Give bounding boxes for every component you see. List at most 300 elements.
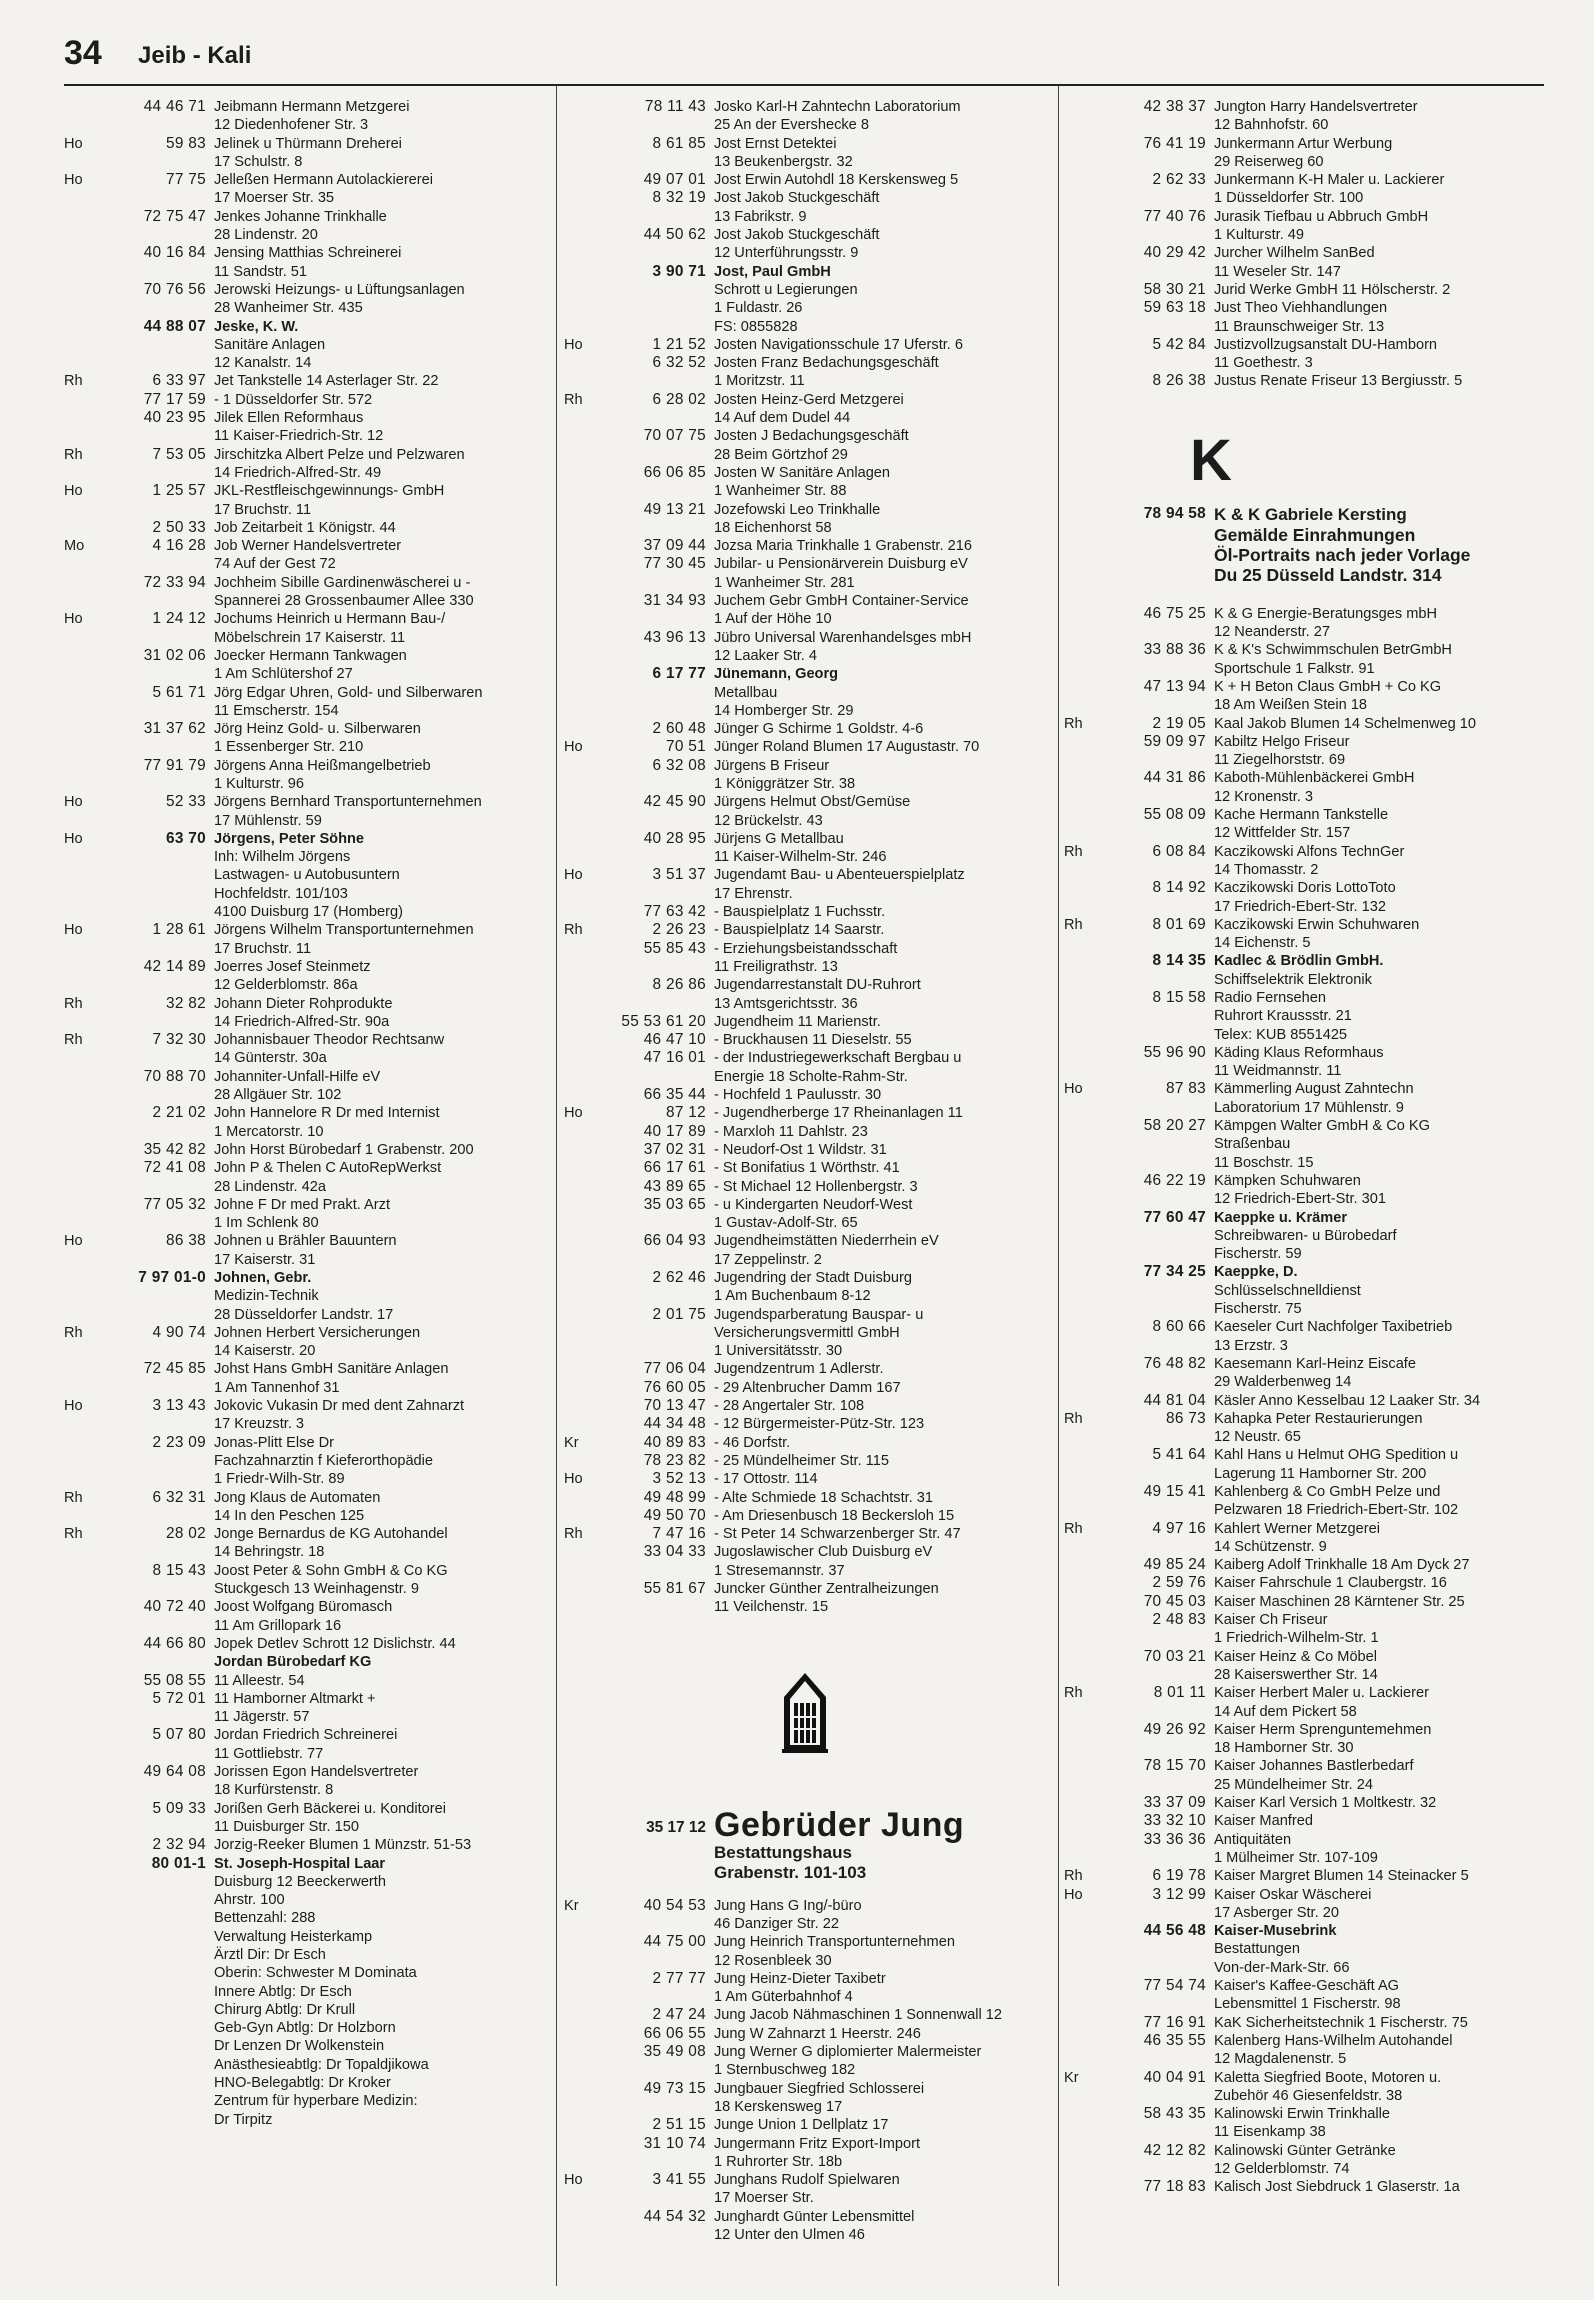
entry-line: 14 In den Peschen 125 xyxy=(214,1507,365,1524)
entry-text xyxy=(1214,1392,1564,1410)
entry-line: 1 Friedrich-Wilhelm-Str. 1 xyxy=(1214,1630,1379,1647)
directory-entry xyxy=(1064,2032,1564,2069)
entry-line: - Marxloh 11 Dahlstr. 23 xyxy=(714,1123,868,1140)
phone-number: 77 54 74 xyxy=(1143,1977,1206,1995)
phone-number: 55 08 09 xyxy=(1143,806,1206,824)
phone-number: 1 24 12 xyxy=(152,610,206,628)
district-code xyxy=(564,1379,602,1397)
entry-line: Jugendzentrum 1 Adlerstr. xyxy=(714,1361,884,1378)
district-code: Ho xyxy=(564,739,583,756)
entry-text xyxy=(1214,2014,1564,2032)
entry-line: Versicherungsvermittl GmbH xyxy=(714,1324,900,1341)
phone-number: 49 07 01 xyxy=(643,171,706,189)
entry-line: Kaiser Margret Blumen 14 Steinacker 5 xyxy=(1214,1868,1469,1885)
district-code xyxy=(64,1672,102,1690)
entry-text xyxy=(714,1123,1064,1141)
entry-text xyxy=(714,464,1064,501)
entry-text xyxy=(214,720,554,757)
entry-text xyxy=(1214,715,1564,733)
phone-number: 33 36 36 xyxy=(1143,1830,1206,1848)
phone-number: 43 89 65 xyxy=(643,1177,706,1195)
entry-line: Jörgens Anna Heißmangelbetrieb xyxy=(214,757,431,774)
district-code xyxy=(64,1068,102,1105)
district-code xyxy=(564,263,602,336)
phone-number: 70 88 70 xyxy=(143,1067,206,1085)
phone-number: 77 18 83 xyxy=(1143,2178,1206,2196)
directory-entry xyxy=(1064,1648,1564,1685)
district-code xyxy=(564,354,602,391)
entry-text xyxy=(214,1525,554,1562)
phone-number: 31 10 74 xyxy=(643,2134,706,2152)
district-code: Rh xyxy=(64,995,83,1012)
phone-number: 35 17 12 xyxy=(646,1818,706,1836)
directory-entry xyxy=(564,1104,1064,1122)
entry-line: 18 Hamborner Str. 30 xyxy=(1214,1740,1354,1757)
entry-text xyxy=(714,1379,1064,1397)
directory-entry xyxy=(1064,2014,1564,2032)
directory-entry xyxy=(564,1489,1064,1507)
entry-line: 14 Homberger Str. 29 xyxy=(714,702,854,719)
phone-number: 66 06 55 xyxy=(643,2024,706,2042)
directory-entry xyxy=(1064,505,1564,585)
district-code xyxy=(64,98,102,135)
directory-entry xyxy=(1064,1574,1564,1592)
entry-line: 17 Friedrich-Ebert-Str. 132 xyxy=(1214,898,1386,915)
phone-number: 66 17 61 xyxy=(643,1159,706,1177)
entry-line: Jong Klaus de Automaten xyxy=(214,1489,381,1506)
phone-number: 3 52 13 xyxy=(652,1470,706,1488)
entry-text xyxy=(714,427,1064,464)
district-code xyxy=(1064,2105,1102,2142)
phone-number: 77 75 xyxy=(165,171,206,189)
phone-number: 5 07 80 xyxy=(152,1726,206,1744)
district-code: Rh xyxy=(564,391,583,408)
district-code xyxy=(64,1653,102,1671)
entry-line: 12 Neustr. 65 xyxy=(1214,1429,1301,1446)
entry-line: Jübro Universal Warenhandelsges mbH xyxy=(714,629,972,646)
district-code xyxy=(564,629,602,666)
entry-line: 1 Kulturstr. 96 xyxy=(214,775,305,792)
phone-number: 3 51 37 xyxy=(652,866,706,884)
entry-line: FS: 0855828 xyxy=(714,318,798,335)
entry-text xyxy=(714,1397,1064,1415)
directory-entry xyxy=(564,866,1064,903)
entry-text xyxy=(214,1598,554,1635)
phone-number: 46 35 55 xyxy=(1143,2031,1206,2049)
entry-line: Duisburg 12 Beeckerwerth xyxy=(214,1873,386,1890)
phone-number: 6 28 02 xyxy=(652,390,706,408)
directory-entry xyxy=(1064,171,1564,208)
directory-entry xyxy=(564,1123,1064,1141)
entry-line: Jörgens Wilhelm Transportunternehmen xyxy=(214,922,474,939)
entry-line: Sanitäre Anlagen xyxy=(214,336,326,353)
entry-text xyxy=(714,2171,1064,2208)
directory-entry xyxy=(564,1031,1064,1049)
directory-entry xyxy=(1064,299,1564,336)
entry-line: 1 Fuldastr. 26 xyxy=(714,300,803,317)
district-code xyxy=(564,2025,602,2043)
entry-line: 12 Gelderblomstr. 74 xyxy=(1214,2160,1350,2177)
directory-entry xyxy=(564,555,1064,592)
district-code xyxy=(564,135,602,172)
district-code: Kr xyxy=(564,1434,579,1451)
entry-line: Kaiser Fahrschule 1 Claubergstr. 16 xyxy=(1214,1575,1447,1592)
entry-line: Medizin-Technik xyxy=(214,1288,319,1305)
entry-line: Jordan Bürobedarf KG xyxy=(214,1654,372,1671)
entry-text xyxy=(714,2080,1064,2117)
district-code xyxy=(564,1141,602,1159)
district-code: Rh xyxy=(64,446,83,463)
phone-number: 31 37 62 xyxy=(143,720,206,738)
phone-number: 8 14 92 xyxy=(1152,879,1206,897)
directory-entry xyxy=(564,1178,1064,1196)
phone-number: 72 75 47 xyxy=(143,207,206,225)
entry-text xyxy=(214,793,554,830)
entry-text xyxy=(214,757,554,794)
directory-entry xyxy=(564,1507,1064,1525)
entry-text xyxy=(1214,208,1564,245)
entry-line: - St Peter 14 Schwarzenberger Str. 47 xyxy=(714,1526,961,1543)
page-header xyxy=(64,34,1544,86)
entry-line: 17 Moerser Str. 35 xyxy=(214,190,335,207)
entry-line: - 12 Bürgermeister-Pütz-Str. 123 xyxy=(714,1416,925,1433)
directory-entry xyxy=(64,1635,554,1653)
entry-text xyxy=(1214,1263,1564,1318)
entry-text xyxy=(214,574,554,611)
entry-line: 11 Jägerstr. 57 xyxy=(214,1709,310,1726)
directory-entry xyxy=(1064,1355,1564,1392)
entry-text xyxy=(214,1031,554,1068)
entry-line: Jünemann, Georg xyxy=(714,666,839,683)
page-range: Jeib - Kali xyxy=(138,42,252,69)
directory-entry xyxy=(1064,336,1564,373)
phone-number: 8 01 69 xyxy=(1152,915,1206,933)
directory-entry xyxy=(64,684,554,721)
directory-entry xyxy=(564,2006,1064,2024)
phone-number: 77 34 25 xyxy=(1143,1263,1206,1281)
phone-number: 6 33 97 xyxy=(152,372,206,390)
district-code xyxy=(64,720,102,757)
entry-line: Jenkes Johanne Trinkhalle xyxy=(214,208,387,225)
phone-number: 70 07 75 xyxy=(643,427,706,445)
entry-line: 14 Eichenstr. 5 xyxy=(1214,935,1311,952)
entry-text xyxy=(1214,98,1564,135)
entry-line: Jochums Heinrich u Hermann Bau-/ xyxy=(214,611,446,628)
entry-line: 13 Amtsgerichtsstr. 36 xyxy=(714,995,858,1012)
directory-entry xyxy=(564,629,1064,666)
entry-line: Dr Tirpitz xyxy=(214,2111,273,2128)
phone-number: 2 23 09 xyxy=(152,1433,206,1451)
directory-entry xyxy=(1064,1812,1564,1830)
entry-line: 11 Boschstr. 15 xyxy=(1214,1154,1314,1171)
entry-line: Jorzig-Reeker Blumen 1 Münzstr. 51-53 xyxy=(214,1837,472,1854)
directory-entry xyxy=(64,757,554,794)
directory-entry xyxy=(1064,2069,1564,2106)
phone-number: 33 37 09 xyxy=(1143,1794,1206,1812)
entry-text xyxy=(214,1562,554,1599)
entry-line: 12 Diedenhofener Str. 3 xyxy=(214,117,369,134)
district-code xyxy=(64,1141,102,1159)
district-code xyxy=(564,427,602,464)
entry-line: - 17 Ottostr. 114 xyxy=(714,1471,818,1488)
phone-number: 2 50 33 xyxy=(152,518,206,536)
entry-text xyxy=(1214,1080,1564,1117)
directory-entry xyxy=(1064,641,1564,678)
district-code xyxy=(1064,1318,1102,1355)
entry-line: Oberin: Schwester M Dominata xyxy=(214,1965,417,1982)
entry-line: Junkermann Artur Werbung xyxy=(1214,135,1393,152)
entry-line: Schiffselektrik Elektronik xyxy=(1214,971,1372,988)
directory-entry xyxy=(564,336,1064,354)
entry-text xyxy=(714,1178,1064,1196)
directory-entry xyxy=(564,976,1064,1013)
entry-text xyxy=(1214,1867,1564,1885)
district-code xyxy=(1064,1812,1102,1830)
entry-text xyxy=(1214,1648,1564,1685)
entry-line: Jugendarrestanstalt DU-Ruhrort xyxy=(714,977,921,994)
directory-entry xyxy=(564,189,1064,226)
entry-line: John P & Thelen C AutoRepWerkst xyxy=(214,1160,442,1177)
phone-number: 86 73 xyxy=(1165,1409,1206,1427)
entry-line: Jokovic Vukasin Dr med dent Zahnarzt xyxy=(214,1398,465,1415)
entry-text xyxy=(714,1543,1064,1580)
phone-number: 66 06 85 xyxy=(643,463,706,481)
entry-line: - 28 Angertaler Str. 108 xyxy=(714,1398,865,1415)
phone-number: 44 34 48 xyxy=(643,1415,706,1433)
directory-entry xyxy=(64,1489,554,1526)
entry-line: Kaeseler Curt Nachfolger Taxibetrieb xyxy=(1214,1319,1453,1336)
entry-line: 17 Kreuzstr. 3 xyxy=(214,1416,305,1433)
entry-text xyxy=(714,757,1064,794)
directory-entry xyxy=(564,793,1064,830)
entry-text xyxy=(214,318,554,373)
district-code xyxy=(1064,2142,1102,2179)
district-code xyxy=(64,1598,102,1635)
directory-entry xyxy=(64,574,554,611)
directory-entry xyxy=(564,2208,1064,2245)
directory-entry xyxy=(564,1196,1064,1233)
directory-entry xyxy=(564,1379,1064,1397)
entry-text xyxy=(1214,1355,1564,1392)
entry-line: 11 Braunschweiger Str. 13 xyxy=(1214,318,1385,335)
phone-number: 44 81 04 xyxy=(1143,1391,1206,1409)
directory-entry xyxy=(64,720,554,757)
entry-line: 1 Universitätsstr. 30 xyxy=(714,1343,843,1360)
entry-line: Juchem Gebr GmbH Container-Service xyxy=(714,593,969,610)
directory-entry xyxy=(564,1397,1064,1415)
directory-entry xyxy=(1064,1556,1564,1574)
entry-text xyxy=(214,391,554,409)
entry-line: Josko Karl-H Zahntechn Laboratorium xyxy=(714,99,961,115)
entry-text xyxy=(714,1452,1064,1470)
entry-text xyxy=(714,2135,1064,2172)
directory-entry xyxy=(564,391,1064,428)
entry-text xyxy=(714,1970,1064,2007)
district-code xyxy=(564,2135,602,2172)
phone-number: 49 50 70 xyxy=(643,1506,706,1524)
entry-line: St. Joseph-Hospital Laar xyxy=(214,1855,386,1872)
district-code: Ho xyxy=(64,135,83,152)
district-code xyxy=(1064,505,1102,585)
phone-number: 40 17 89 xyxy=(643,1122,706,1140)
directory-entry xyxy=(1064,1520,1564,1557)
directory-entry xyxy=(64,1159,554,1196)
directory-entry xyxy=(1064,806,1564,843)
phone-number: 59 63 18 xyxy=(1143,299,1206,317)
district-code xyxy=(1064,1721,1102,1758)
district-code: Ho xyxy=(64,830,83,847)
phone-number: 6 32 31 xyxy=(152,1488,206,1506)
entry-line: 13 Fabrikstr. 9 xyxy=(714,208,807,225)
entry-text xyxy=(214,1836,554,1854)
phone-number: 1 25 57 xyxy=(152,482,206,500)
entry-line: 12 Kronenstr. 3 xyxy=(1214,788,1313,805)
entry-line: 1 Mülheimer Str. 107-109 xyxy=(1214,1849,1378,1866)
entry-line: - 1 Düsseldorfer Str. 572 xyxy=(214,391,373,408)
entry-line: Jost Jakob Stuckgeschäft xyxy=(714,190,880,207)
entry-line: K + H Beton Claus GmbH + Co KG xyxy=(1214,678,1442,695)
directory-entry xyxy=(64,1525,554,1562)
entry-line: Anästhesieabtlg: Dr Topaldjikowa xyxy=(214,2056,429,2073)
entry-text xyxy=(714,1086,1064,1104)
entry-text xyxy=(214,1653,554,1671)
entry-text xyxy=(1214,733,1564,770)
phone-number: 2 32 94 xyxy=(152,1836,206,1854)
entry-line: Just Theo Viehhandlungen xyxy=(1214,300,1388,317)
district-code xyxy=(1064,952,1102,989)
phone-number: 1 21 52 xyxy=(652,335,706,353)
directory-entry xyxy=(564,1306,1064,1361)
entry-text xyxy=(1214,1831,1564,1868)
entry-line: Kalinowski Erwin Trinkhalle xyxy=(1214,2106,1391,2123)
phone-number: 8 15 58 xyxy=(1152,988,1206,1006)
directory-entry xyxy=(564,1159,1064,1177)
entry-text xyxy=(214,830,554,921)
phone-number: 7 47 16 xyxy=(652,1525,706,1543)
district-code xyxy=(64,318,102,373)
district-code xyxy=(64,391,102,409)
entry-line: - u Kindergarten Neudorf-West xyxy=(714,1196,913,1213)
directory-entry xyxy=(1064,678,1564,715)
directory-entry xyxy=(1064,2142,1564,2179)
district-code xyxy=(1064,879,1102,916)
entry-line: Job Werner Handelsvertreter xyxy=(214,538,402,555)
entry-line: 4100 Duisburg 17 (Homberg) xyxy=(214,904,404,921)
entry-text xyxy=(714,1049,1064,1086)
district-code: Ho xyxy=(564,336,583,353)
district-code: Ho xyxy=(64,611,83,628)
district-code: Kr xyxy=(1064,2069,1079,2086)
entry-text xyxy=(714,1031,1064,1049)
entry-line: - Am Driesenbusch 18 Beckersloh 15 xyxy=(714,1507,955,1524)
spacer xyxy=(1064,587,1564,605)
district-code xyxy=(1064,281,1102,299)
entry-line: Kahapka Peter Restaurierungen xyxy=(1214,1410,1423,1427)
entry-line: K & K's Schwimmschulen BetrGmbH xyxy=(1214,642,1452,659)
entry-line: Junkermann K-H Maler u. Lackierer xyxy=(1214,172,1445,189)
entry-line: 11 Duisburger Str. 150 xyxy=(214,1818,359,1835)
phone-number: 44 88 07 xyxy=(143,317,206,335)
directory-entry xyxy=(564,1049,1064,1086)
district-code xyxy=(1064,1117,1102,1172)
entry-line: Bettenzahl: 288 xyxy=(214,1910,316,1927)
entry-line: Jungton Harry Handelsvertreter xyxy=(1214,99,1418,115)
entry-text xyxy=(214,1269,554,1324)
phone-number: 80 01-1 xyxy=(151,1854,206,1872)
district-code xyxy=(564,757,602,794)
district-code xyxy=(564,1269,602,1306)
entry-line: Jung Werner G diplomierter Malermeister xyxy=(714,2044,982,2061)
phone-number: 77 63 42 xyxy=(643,903,706,921)
entry-line: Jirschitzka Albert Pelze und Pelzwaren xyxy=(214,446,465,463)
district-code: Rh xyxy=(1064,1685,1083,1702)
entry-line: - Hochfeld 1 Paulusstr. 30 xyxy=(714,1087,882,1104)
directory-entry xyxy=(1064,1044,1564,1081)
entry-line: Pelzwaren 18 Friedrich-Ebert-Str. 102 xyxy=(1214,1502,1459,1519)
entry-line: 29 Walderbenweg 14 xyxy=(1214,1374,1352,1391)
directory-entry xyxy=(1064,916,1564,953)
entry-line: 12 Friedrich-Ebert-Str. 301 xyxy=(1214,1191,1386,1208)
district-code xyxy=(1064,678,1102,715)
district-code xyxy=(64,1104,102,1141)
phone-number: 2 62 33 xyxy=(1152,171,1206,189)
directory-entry xyxy=(1064,1757,1564,1794)
entry-line: 17 Ehrenstr. xyxy=(714,885,793,902)
district-code xyxy=(564,1049,602,1086)
entry-text xyxy=(714,1897,1064,1934)
entry-text xyxy=(214,1672,554,1690)
entry-line: Jürgens B Friseur xyxy=(714,757,830,774)
phone-number: 49 85 24 xyxy=(1143,1556,1206,1574)
district-code xyxy=(64,409,102,446)
entry-text xyxy=(714,665,1064,720)
phone-number: 4 16 28 xyxy=(152,537,206,555)
entry-text xyxy=(214,1141,554,1159)
district-code: Rh xyxy=(64,1324,83,1341)
entry-line: 17 Kaiserstr. 31 xyxy=(214,1251,316,1268)
entry-line: Zentrum für hyperbare Medizin: xyxy=(214,2093,418,2110)
entry-text xyxy=(214,1635,554,1653)
page-number: 34 xyxy=(64,34,102,72)
entry-line: Inh: Wilhelm Jörgens xyxy=(214,849,351,866)
directory-entry xyxy=(564,921,1064,939)
entry-line: 14 Friedrich-Alfred-Str. 49 xyxy=(214,464,382,481)
directory-entry xyxy=(564,2080,1064,2117)
district-code xyxy=(1064,336,1102,373)
directory-entry xyxy=(1064,605,1564,642)
entry-line: Jörg Heinz Gold- u. Silberwaren xyxy=(214,721,421,738)
entry-line: Lagerung 11 Hamborner Str. 200 xyxy=(1214,1465,1427,1482)
entry-line: Juncker Günther Zentralheizungen xyxy=(714,1581,939,1598)
entry-line: Jelinek u Thürmann Dreherei xyxy=(214,135,402,152)
district-code: Ho xyxy=(64,794,83,811)
directory-entry xyxy=(64,1068,554,1105)
district-code xyxy=(1064,1446,1102,1483)
entry-line: Innere Abtlg: Dr Esch xyxy=(214,1983,352,2000)
entry-line: 12 Neanderstr. 27 xyxy=(1214,624,1331,641)
district-code xyxy=(564,1178,602,1196)
entry-line: Jugendheimstätten Niederrhein eV xyxy=(714,1233,939,1250)
phone-number: 2 59 76 xyxy=(1152,1574,1206,1592)
jung-advertisement xyxy=(564,1807,1064,1883)
entry-line: 11 Sandstr. 51 xyxy=(214,263,308,280)
phone-number: 33 32 10 xyxy=(1143,1812,1206,1830)
entry-line: Kaiser Ch Friseur xyxy=(1214,1612,1328,1629)
directory-entry xyxy=(564,501,1064,538)
phone-number: 77 91 79 xyxy=(143,756,206,774)
entry-line: 28 Kaiserswerther Str. 14 xyxy=(1214,1666,1378,1683)
entry-line: Fischerstr. 75 xyxy=(1214,1301,1302,1318)
